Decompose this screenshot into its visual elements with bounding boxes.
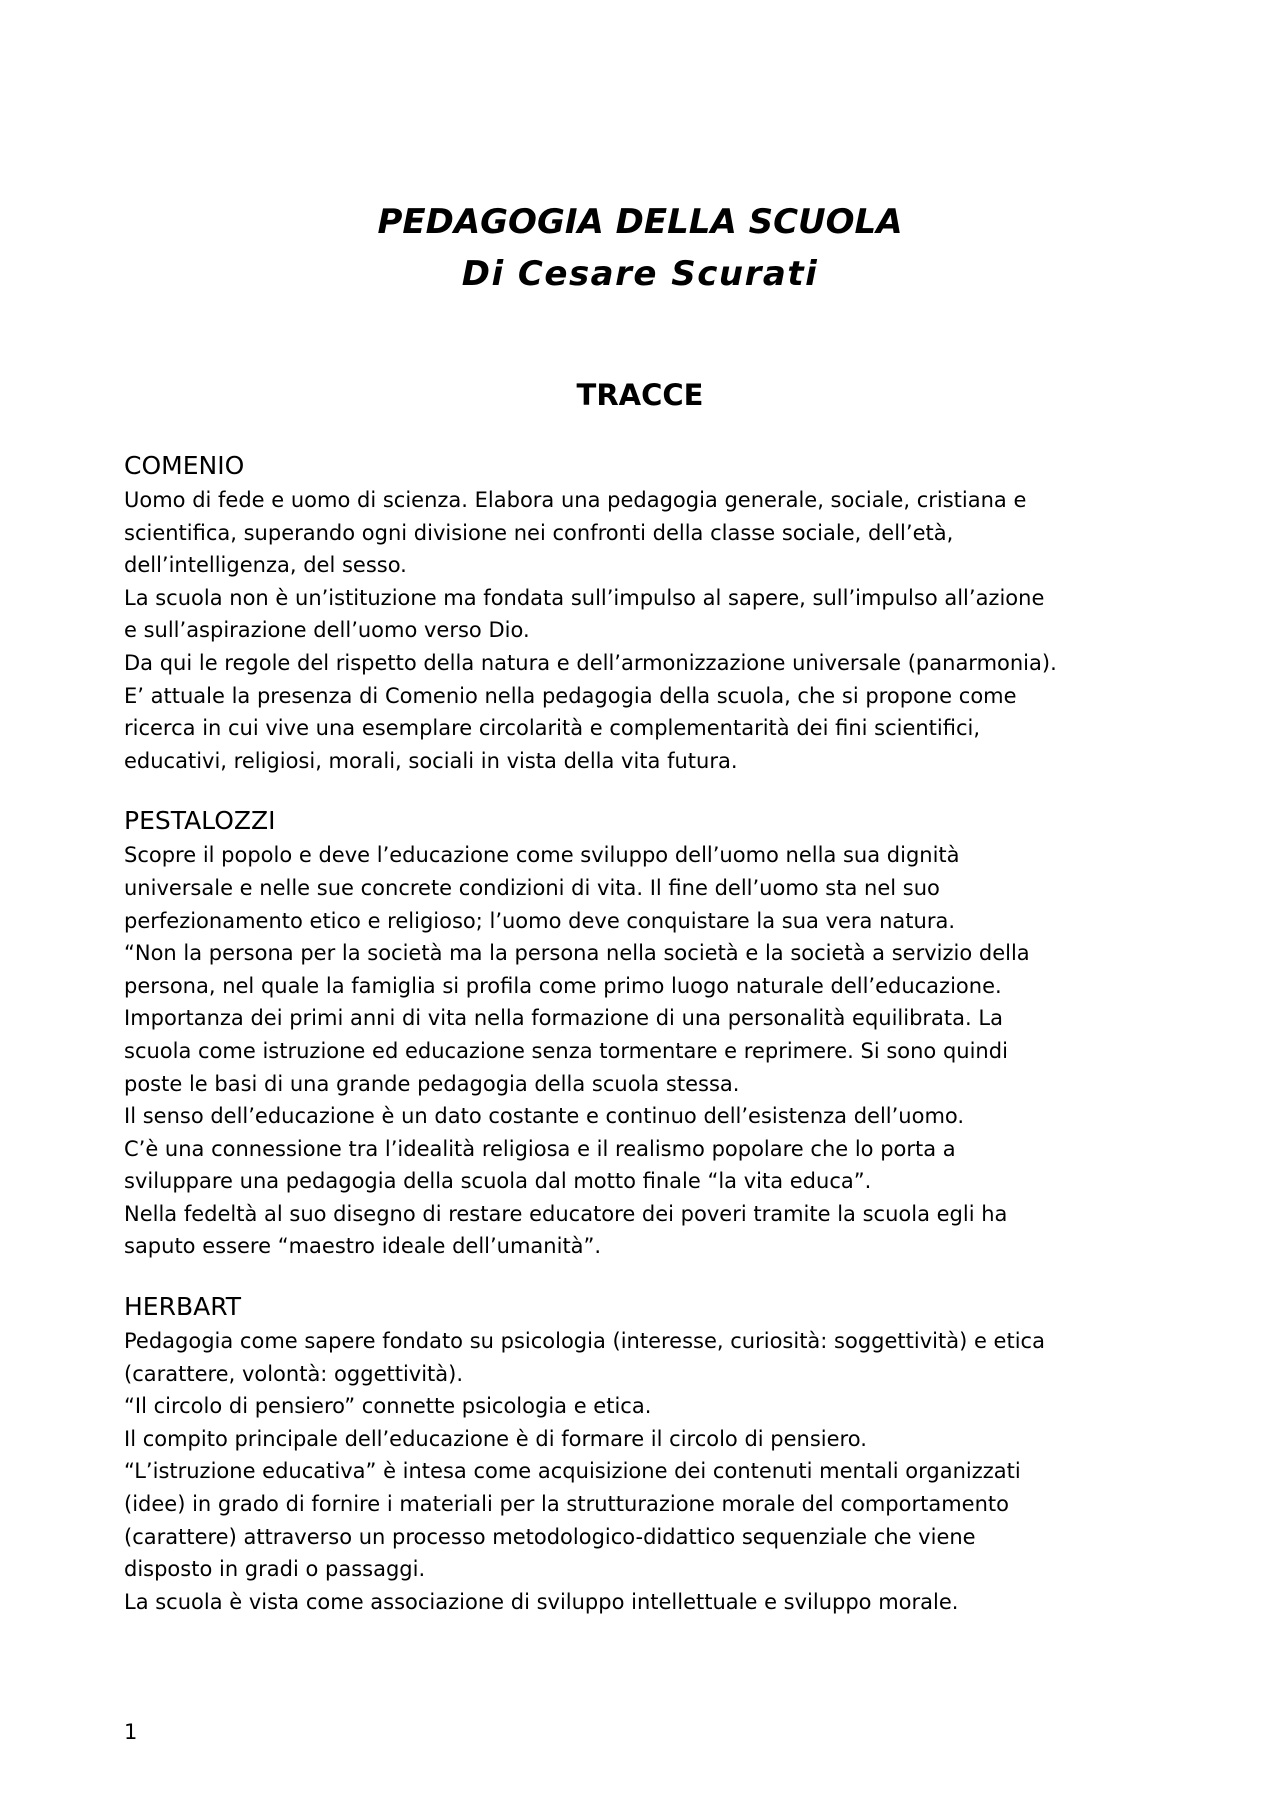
entry-heading: COMENIO xyxy=(124,451,245,480)
text-line: Importanza dei primi anni di vita nella formazione di una personalità equilibrata. La xyxy=(124,1006,1003,1031)
document-body xyxy=(124,450,1184,1646)
text-line: La scuola è vista come associazione di sviluppo intellettuale e sviluppo morale. xyxy=(124,1589,959,1614)
text-line: “Non la persona per la società ma la persona nella società e la società a servizio della xyxy=(124,941,1030,966)
text-line: educativi, religiosi, morali, sociali in vista della vita futura. xyxy=(124,748,738,773)
text-line: Nella fedeltà al suo disegno di restare educatore dei poveri tramite la scuola egli ha xyxy=(124,1201,1008,1226)
text-line: Scopre il popolo e deve l’educazione come sviluppo dell’uomo nella sua dignità xyxy=(124,843,960,868)
entry-pestalozzi xyxy=(124,805,1184,1263)
text-line: saputo essere “maestro ideale dell’umanità”. xyxy=(124,1234,602,1259)
text-line: (carattere) attraverso un processo metodologico-didattico sequenziale che viene xyxy=(124,1524,976,1549)
page-number: 1 xyxy=(124,1720,138,1744)
text-line: Pedagogia come sapere fondato su psicologia (interesse, curiosità: soggettività) e etica xyxy=(124,1329,1045,1354)
text-line: Da qui le regole del rispetto della natura e dell’armonizzazione universale (panarmonia). xyxy=(124,650,1057,675)
text-line: Il senso dell’educazione è un dato costante e continuo dell’esistenza dell’uomo. xyxy=(124,1104,965,1129)
text-line: “L’istruzione educativa” è intesa come acquisizione dei contenuti mentali organizzati xyxy=(124,1459,1021,1484)
entry-heading: PESTALOZZI xyxy=(124,806,276,836)
text-line: (idee) in grado di fornire i materiali per la strutturazione morale del comportamento xyxy=(124,1492,1009,1517)
text-line: Il compito principale dell’educazione è di formare il circolo di pensiero. xyxy=(124,1426,867,1451)
entry-herbart xyxy=(124,1291,1184,1618)
entry-heading: HERBART xyxy=(124,1292,242,1322)
text-line: Uomo di fede e uomo di scienza. Elabora una pedagogia generale, sociale, cristiana e xyxy=(124,488,1027,512)
text-line: poste le basi di una grande pedagogia della scuola stessa. xyxy=(124,1071,740,1096)
entry-comenio xyxy=(124,450,1184,777)
text-line: disposto in gradi o passaggi. xyxy=(124,1557,426,1582)
text-line: e sull’aspirazione dell’uomo verso Dio. xyxy=(124,618,530,643)
text-line: sviluppare una pedagogia della scuola dal motto finale “la vita educa”. xyxy=(124,1169,872,1194)
text-line: C’è una connessione tra l’idealità religiosa e il realismo popolare che lo porta a xyxy=(124,1136,956,1161)
title-block xyxy=(0,196,1280,300)
text-line: universale e nelle sue concrete condizioni di vita. Il fine dell’uomo sta nel suo xyxy=(124,875,940,900)
text-line: perfezionamento etico e religioso; l’uomo deve conquistare la sua vera natura. xyxy=(124,908,955,933)
section-heading: TRACCE xyxy=(576,378,704,412)
text-line: ricerca in cui vive una esemplare circolarità e complementarità dei fini scientifici, xyxy=(124,716,981,741)
text-line: (carattere, volontà: oggettività). xyxy=(124,1361,464,1386)
text-line: dell’intelligenza, del sesso. xyxy=(124,553,407,578)
text-line: scientifica, superando ogni divisione nei confronti della classe sociale, dell’età, xyxy=(124,520,954,545)
text-line: scuola come istruzione ed educazione senza tormentare e reprimere. Si sono quindi xyxy=(124,1038,1008,1063)
text-line: La scuola non è un’istituzione ma fondata sull’impulso al sapere, sull’impulso all’azione xyxy=(124,585,1045,610)
document-title: PEDAGOGIA DELLA SCUOLA xyxy=(377,202,903,242)
text-line: E’ attuale la presenza di Comenio nella pedagogia della scuola, che si propone come xyxy=(124,683,1017,708)
text-line: “Il circolo di pensiero” connette psicologia e etica. xyxy=(124,1394,652,1419)
text-line: persona, nel quale la famiglia si profila come primo luogo naturale dell’educazione. xyxy=(124,973,1002,998)
document-subtitle: Di Cesare Scurati xyxy=(461,254,819,294)
